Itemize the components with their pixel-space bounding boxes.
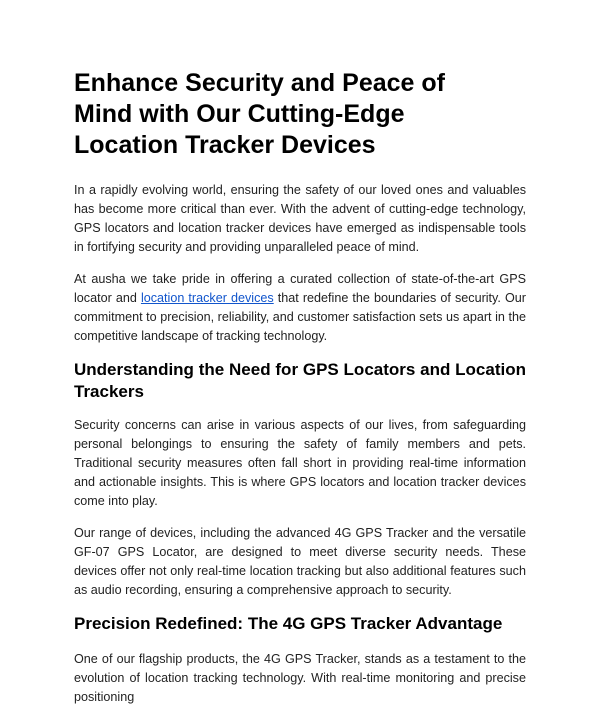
section-heading-precision-redefined: Precision Redefined: The 4G GPS Tracker Advantage (74, 614, 503, 633)
intro-paragraph: In a rapidly evolving world, ensuring the safety of our loved ones and valuables has become more critical than ever. With the advent of cutting-edge technology, GPS locators and location tracker devices have emerged as indispensable tools in fortifying security and providing unparalleled peace of mind. (74, 183, 526, 254)
section-2-paragraph-1: One of our flagship products, the 4G GPS Tracker, stands as a testament to the evolution of location tracking technology. With real-time monitoring and precise positioning (74, 652, 526, 704)
about-text-after-link: that redefine the boundaries of security. Our commitment to precision, reliability, and customer satisfaction sets us apart in the competitive landscape of tracking technology. (74, 291, 526, 343)
document-page (74, 68, 526, 720)
document-title: Enhance Security and Peace of Mind with Our Cutting-Edge Location Tracker Devices (74, 69, 445, 159)
section-1-paragraph-1: Security concerns can arise in various aspects of our lives, from safeguarding personal belongings to ensuring the safety of family members and pets. Traditional security measures often fall short in providing real-time information and actionable insights. This is where GPS locators and location tracker devices come into play. (74, 418, 526, 508)
about-text-before-link: At ausha we take pride in offering a curated collection of state-of-the-art GPS locator and (74, 272, 526, 305)
about-paragraph (74, 270, 526, 346)
section-1-paragraph-2: Our range of devices, including the advanced 4G GPS Tracker and the versatile GF-07 GPS Locator, are designed to meet diverse security needs. These devices offer not only real-time location tracking but also additional features such as audio recording, ensuring a comprehensive approach to security. (74, 526, 526, 597)
section-heading-understanding-need: Understanding the Need for GPS Locators and Location Trackers (74, 360, 526, 401)
location-tracker-devices-link[interactable]: location tracker devices (140, 291, 274, 305)
